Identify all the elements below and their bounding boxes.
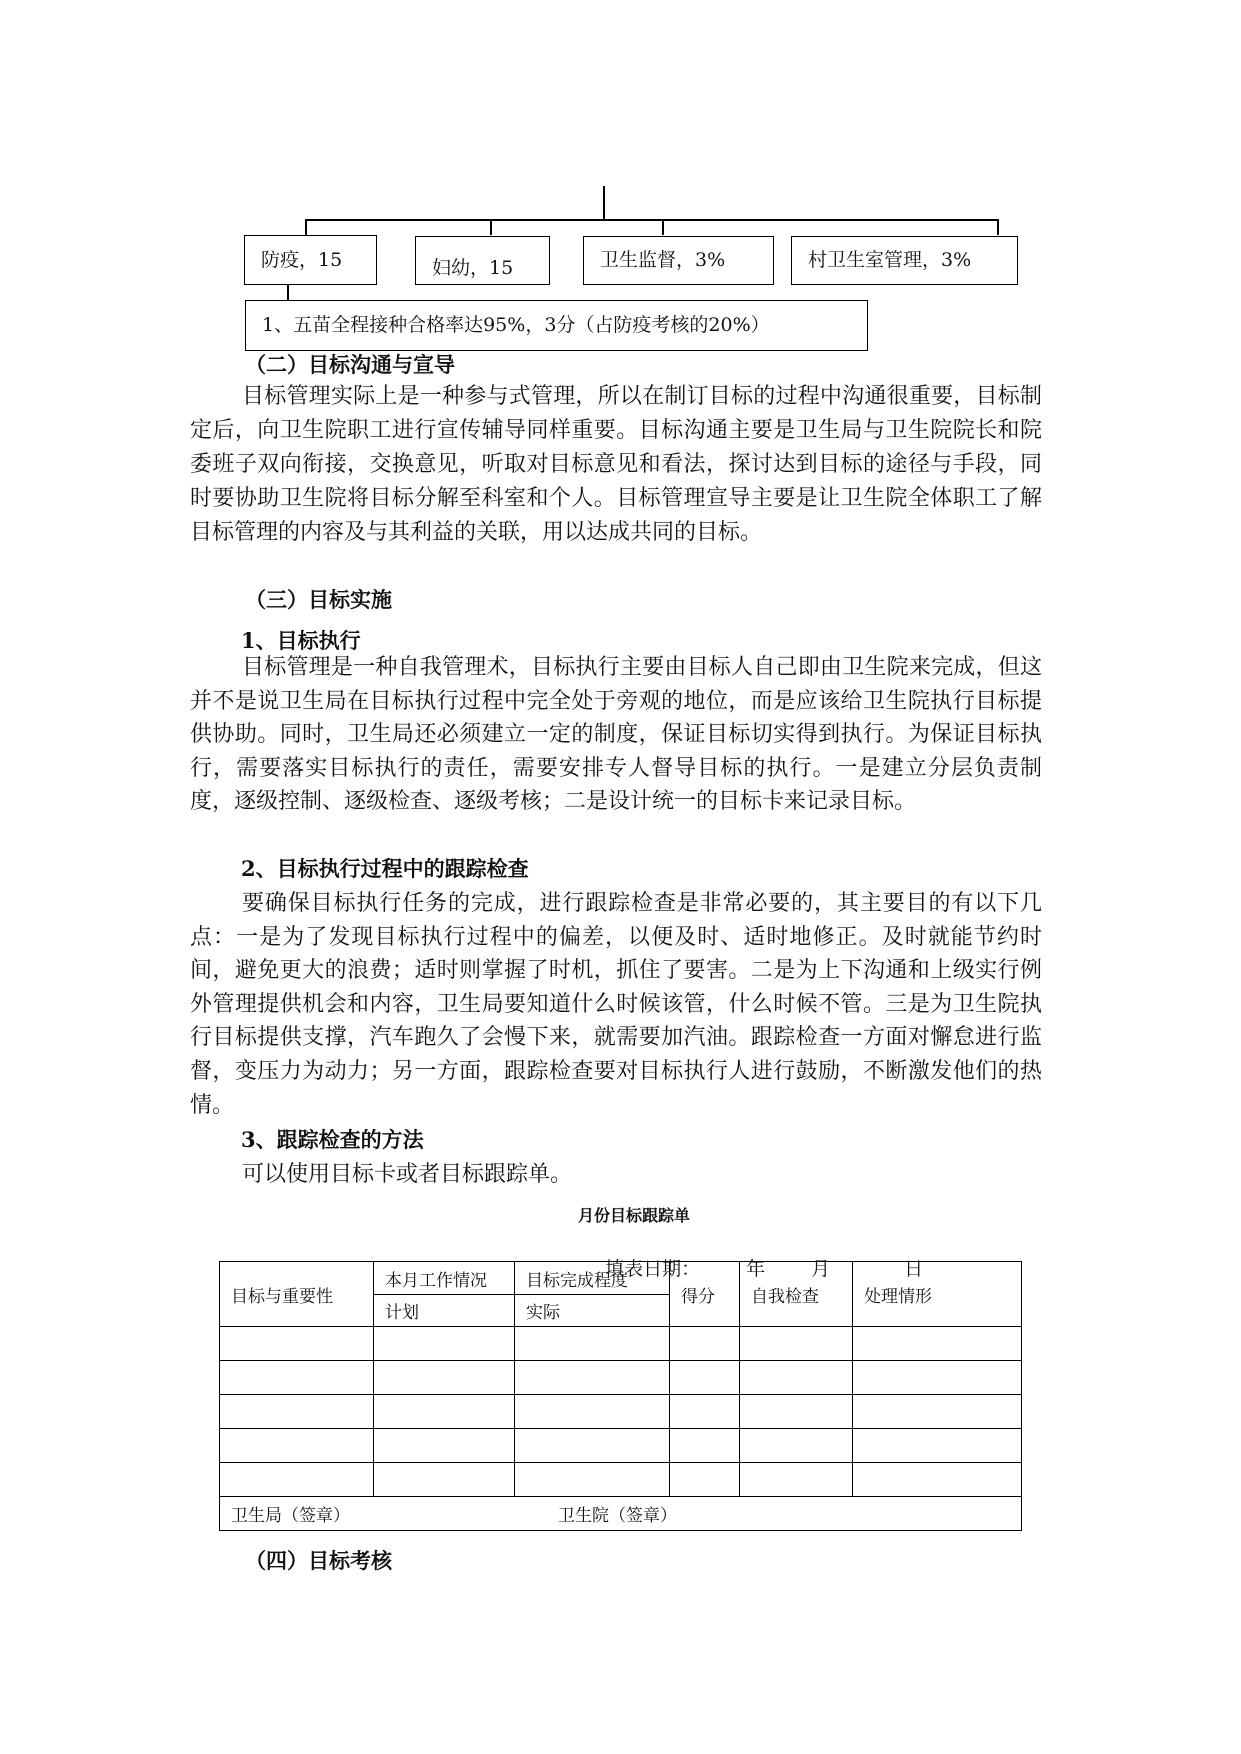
date-month: 月 [811, 1258, 831, 1280]
paragraph-tracking: 要确保目标执行任务的完成，进行跟踪检查是非常必要的，其主要目的有以下几点：一是为了发现目标执行过程中的偏差，以便及时、适时地修正。及时就能节约时间，避免更大的浪费；适时则掌握了时机，抓住了要害。二是为上下沟通和上级实行例外管理提供机会和内容，卫生局要知道什么时候该管，什么时候不管。三是为卫生院执行目标提供支撑，汽车跑久了会慢下来，就需要加汽油。跟踪检查一方面对懈怠进行监督，变压力为动力；另一方面，跟踪检查要对目标执行人进行鼓励，不断激发他们的热情。 [190, 891, 1042, 1118]
section-heading-implementation: （三）目标实施 [245, 587, 392, 612]
header-score: 得分 [670, 1262, 740, 1327]
table-row [220, 1327, 1022, 1361]
header-handling: 处理情形 [853, 1262, 1022, 1327]
org-connector-horizontal [305, 219, 997, 221]
signature-hospital: 卫生院（签章） [558, 1506, 677, 1526]
section-heading-communication: （二）目标沟通与宣导 [245, 352, 455, 377]
org-connector-vertical-top [603, 186, 605, 220]
table-row [220, 1429, 1022, 1463]
table-row [220, 1395, 1022, 1429]
header-goal-importance: 目标与重要性 [220, 1262, 374, 1327]
org-connector-drop-1 [305, 219, 307, 235]
org-connector-drop-2 [490, 219, 492, 235]
section-heading-assessment: （四）目标考核 [245, 1548, 392, 1573]
subsection-heading-execution: 1、目标执行 [241, 628, 361, 653]
org-box-epidemic-prevention: 防疫，15 [244, 235, 377, 285]
org-sub-box-vaccination: 1、五苗全程接种合格率达95%，3分（占防疫考核的20%） [245, 300, 868, 351]
header-actual: 实际 [515, 1295, 670, 1327]
subsection-heading-tracking: 2、目标执行过程中的跟踪检查 [241, 856, 529, 881]
date-year: 年 [746, 1258, 766, 1280]
date-day: 日 [904, 1258, 924, 1280]
header-completion-degree: 目标完成程度 [515, 1262, 670, 1295]
tracking-form-table [219, 1261, 1022, 1531]
org-box-maternal-child: 妇幼，15 [415, 236, 550, 285]
header-monthly-work: 本月工作情况 [374, 1262, 515, 1295]
paragraph-execution: 目标管理是一种自我管理术，目标执行主要由目标人自己即由卫生院来完成，但这并不是说卫生局在目标执行过程中完全处于旁观的地位，而是应该给卫生院执行目标提供协助。同时，卫生局还必须建立一定的制度，保证目标切实得到执行。为保证目标执行，需要落实目标执行的责任，需要安排专人督导目标的执行。一是建立分层负责制度，逐级控制、逐级检查、逐级考核；二是设计统一的目标卡来记录目标。 [190, 655, 1042, 815]
table-row [220, 1463, 1022, 1497]
paragraph-method: 可以使用目标卡或者目标跟踪单。 [242, 1162, 573, 1187]
subsection-heading-method: 3、跟踪检查的方法 [241, 1127, 424, 1152]
signature-bureau: 卫生局（签章） [231, 1506, 350, 1526]
paragraph-communication: 目标管理实际上是一种参与式管理，所以在制订目标的过程中沟通很重要，目标制定后，向卫生院职工进行宣传辅导同样重要。目标沟通主要是卫生局与卫生院院长和院委班子双向衔接，交换意见，听取对目标意见和看法，探讨达到目标的途径与手段，同时要协助卫生院将目标分解至科室和个人。目标管理宣导主要是让卫生院全体职工了解目标管理的内容及与其利益的关联，用以达成共同的目标。 [190, 384, 1042, 545]
org-box-village-clinic: 村卫生室管理，3% [791, 236, 1018, 285]
header-plan: 计划 [374, 1295, 515, 1327]
date-label: 填表日期： [605, 1258, 701, 1280]
header-self-check: 自我检查 [740, 1262, 853, 1327]
tracking-form-title: 月份目标跟踪单 [578, 1206, 691, 1225]
org-connector-drop-3 [662, 219, 664, 235]
signature-row [220, 1497, 1022, 1531]
org-connector-drop-4 [997, 219, 999, 235]
org-box-health-supervision: 卫生监督，3% [583, 236, 774, 285]
table-row [220, 1361, 1022, 1395]
org-connector-sub [287, 285, 289, 301]
